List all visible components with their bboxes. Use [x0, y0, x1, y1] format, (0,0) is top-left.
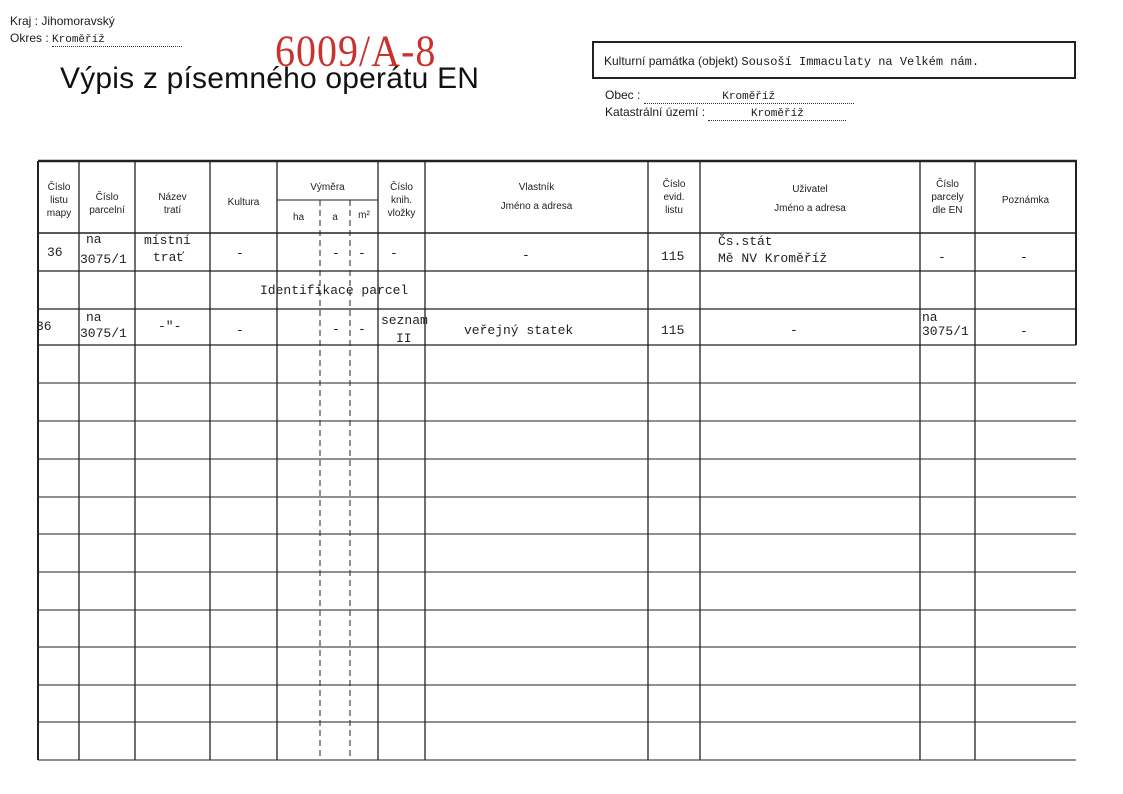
- obec-value: Kroměříž: [644, 91, 854, 104]
- row2-m2: -: [358, 322, 366, 337]
- row2-parcel-prefix: na: [86, 310, 102, 325]
- register-stamp: 6009/A-8: [275, 26, 437, 76]
- row2-parcel: 3075/1: [80, 326, 127, 341]
- row1-nazev-1: místní: [144, 233, 191, 248]
- col-vlastnik: Vlastník Jméno a adresa: [500, 182, 573, 212]
- row1-m2: -: [358, 246, 366, 261]
- row2-cislo-en-prefix: na: [922, 310, 938, 325]
- row1-cislo-en: -: [938, 250, 946, 265]
- obec-label: Obec :: [605, 88, 641, 102]
- row1-a: -: [332, 246, 340, 261]
- row1-nazev-2: trať: [153, 250, 185, 265]
- row2-evid: 115: [661, 323, 685, 338]
- row1-uzivatel-2: Mě NV Kroměříž: [718, 251, 828, 266]
- col-cislo-evid: Číslo evid. listu: [662, 179, 686, 216]
- col-nazev-trati: Název tratí: [158, 192, 187, 216]
- row1-list: 36: [47, 245, 63, 260]
- row2-nazev: -"-: [158, 319, 182, 334]
- col-cislo-knih: Číslo knih. vložky: [387, 182, 416, 219]
- col-cislo-listu: Číslo listu mapy: [46, 182, 72, 219]
- row2-poznamka: -: [1020, 324, 1028, 339]
- col-ha: ha: [292, 212, 305, 223]
- katastr-value: Kroměříž: [708, 108, 846, 121]
- row2-kultura: -: [236, 323, 244, 338]
- row1-parcel-prefix: na: [86, 232, 102, 247]
- row1-vlastnik: -: [522, 248, 530, 263]
- row1-kultura: -: [236, 246, 244, 261]
- col-vymera: Výměra: [310, 182, 345, 193]
- row1-parcel: 3075/1: [80, 252, 127, 267]
- row2-a: -: [332, 322, 340, 337]
- row1-evid: 115: [661, 249, 685, 264]
- row2-cislo-en: 3075/1: [922, 324, 969, 339]
- page-title: Výpis z písemného operátu EN: [60, 62, 480, 95]
- row1-poznamka: -: [1020, 250, 1028, 265]
- row1-uzivatel-1: Čs.stát: [718, 234, 773, 249]
- col-kultura: Kultura: [227, 197, 260, 208]
- identifikace-parcel: Identifikace parcel: [260, 283, 409, 298]
- okres-value: Kroměříž: [52, 34, 182, 47]
- row2-list: 36: [36, 319, 52, 334]
- object-value: Sousoší Immaculaty na Velkém nám.: [741, 55, 980, 69]
- okres-label: Okres :: [10, 31, 49, 45]
- object-label: Kulturní památka (objekt): [604, 54, 739, 68]
- kraj-label: Kraj :: [10, 14, 39, 28]
- col-cislo-parcely: Číslo parcely dle EN: [931, 179, 964, 216]
- col-m2: m²: [358, 210, 370, 221]
- col-poznamka: Poznámka: [1001, 195, 1050, 206]
- kraj-value: Jihomoravský: [41, 14, 115, 28]
- row2-knih-1: seznam: [381, 313, 428, 328]
- col-cislo-parcelni: Číslo parcelní: [89, 192, 125, 216]
- row1-knih: -: [390, 246, 398, 261]
- col-a: a: [332, 212, 338, 223]
- row2-uzivatel: -: [790, 323, 798, 338]
- row2-knih-2: II: [396, 331, 412, 346]
- katastr-label: Katastrální území :: [605, 105, 706, 119]
- col-uzivatel: Uživatel Jméno a adresa: [774, 184, 846, 214]
- row2-vlastnik: veřejný statek: [464, 323, 574, 338]
